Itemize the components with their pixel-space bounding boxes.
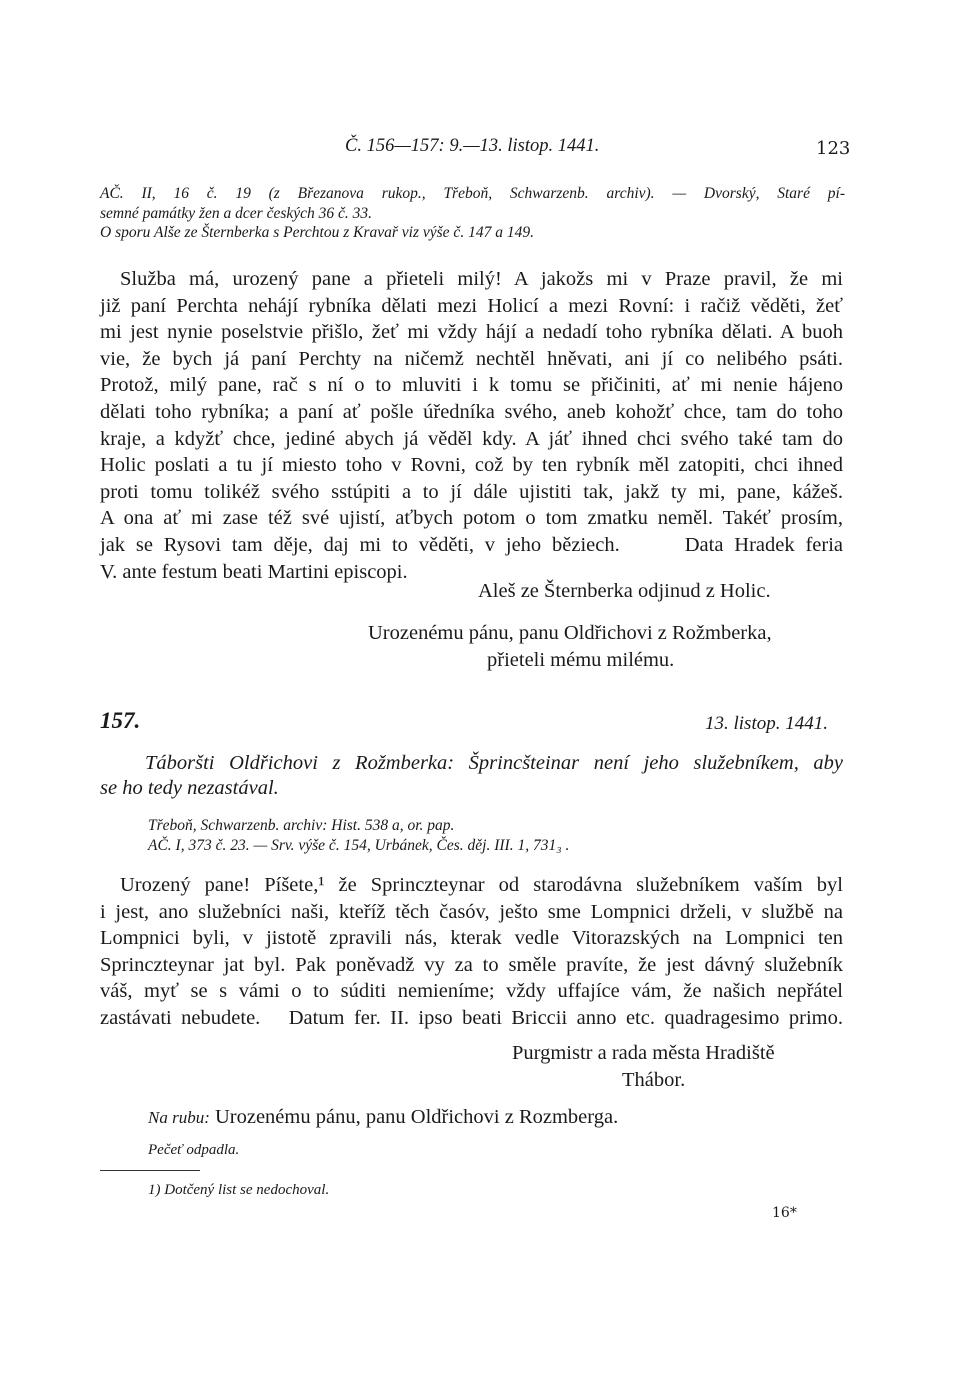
doc156-address-line: přieteli mému milému. xyxy=(487,649,675,671)
doc157-summary xyxy=(145,750,843,777)
body-line: vie, že bych já paní Perchty na ničemž nechtěl hněvati, ani jí co nelibého psáti. xyxy=(100,347,843,370)
body-line: A ona ať mi zase též své ujistí, aťbych potom o tom zmatku neměl. Takéť prosím, xyxy=(100,507,843,530)
doc157-body xyxy=(100,872,843,1032)
summary-line: Táboršti Oldřichovi z Rožmberka: Šprincšteinar není jeho služebníkem, aby xyxy=(145,752,843,774)
body-line: proti tomu tolikéž svého sstúpiti a to jí dále ujistiti tak, jakž ty mi, pane, kážeš. xyxy=(100,480,843,503)
summary-line: se ho tedy nezastával. xyxy=(100,777,279,799)
body-line: V. ante festum beati Martini episcopi. xyxy=(100,560,408,583)
doc157-date: 13. listop. 1441. xyxy=(705,713,828,734)
doc156-body xyxy=(100,266,843,585)
body-line: Urozený pane! Píšete,¹ že Sprinczteynar od starodávna služebníkem vaším byl xyxy=(120,874,843,896)
seal-note: Pečeť odpadla. xyxy=(148,1142,240,1158)
doc156-address-line: Urozenému pánu, panu Oldřichovi z Rožmberka, xyxy=(368,622,772,644)
dorse-text: Urozenému pánu, panu Oldřichovi z Rozmberga. xyxy=(214,1106,619,1128)
doc157-source-notes xyxy=(148,816,893,855)
body-line: kraje, a kdyžť chce, jediné abych já věděl kdy. A jáť ihned chci svého také tam do xyxy=(100,427,843,450)
doc156-source-notes xyxy=(100,184,845,243)
doc157-dorse xyxy=(148,1106,618,1129)
body-line: Holic poslati a tu jí miesto toho v Rovni, což by ten rybník měl zatopiti, chci ihned xyxy=(100,454,843,477)
doc156-signature: Aleš ze Šternberka odjinud z Holic. xyxy=(478,580,771,602)
source-line: O sporu Alše ze Šternberka s Perchtou z Kravař viz výše č. 147 a 149. xyxy=(100,224,534,241)
footnote: 1) Dotčený list se nedochoval. xyxy=(148,1182,330,1198)
page-number: 123 xyxy=(816,138,851,159)
body-line: váš, myť se s vámi o to súditi nemieníme; vždy uffajíce vám, že našich nepřátel xyxy=(100,980,843,1003)
body-line: Služba má, urozený pane a přieteli milý! A jakožs mi v Praze pravil, že mi xyxy=(120,268,843,290)
body-line: zastávati nebudete. Datum fer. II. ipso beati Briccii anno etc. quadragesimo primo. xyxy=(100,1006,843,1029)
doc157-number: 157. xyxy=(100,708,141,733)
body-line: Sprinczteynar jat byl. Pak poněvadž vy za to směle pravíte, že jest dávný služebník xyxy=(100,953,843,976)
source-line: AČ. I, 373 č. 23. — Srv. výše č. 154, Urbánek, Čes. děj. III. 1, 731₃ . xyxy=(148,836,570,854)
body-line: Lompnici byli, v jistotě zpravili nás, kterak vedle Vitorazských na Lompnici ten xyxy=(100,927,843,950)
body-line: i jest, ano služebníci naši, kteříž těch časóv, ješto sme Lompnici drželi, v službě na xyxy=(100,900,843,923)
body-line: jak se Rysovi tam děje, daj mi to věděti, v jeho běziech. Data Hradek feria xyxy=(100,533,843,556)
footnote-rule xyxy=(100,1170,200,1171)
doc157-signature-line: Thábor. xyxy=(622,1069,686,1091)
running-title: Č. 156—157: 9.—13. listop. 1441. xyxy=(345,136,600,156)
source-line: AČ. II, 16 č. 19 (z Březanova rukop., Třeboň, Schwarzenb. archiv). — Dvorský, Staré pí- xyxy=(100,185,845,202)
body-line: Protož, milý pane, rač s ní o to mluviti i k tomu se přičiniti, ať mi nenie hájeno xyxy=(100,374,843,397)
signature-mark: 16* xyxy=(772,1205,797,1221)
doc157-signature-line: Purgmistr a rada města Hradiště xyxy=(512,1042,775,1064)
body-line: mi jest nynie poselstvie přišlo, žeť mi vždy hájí a nedadí toho rybníka dělati. A buoh xyxy=(100,321,843,344)
body-line: již paní Perchta nehájí rybníka dělati mezi Holicí a mezi Rovní: i račiž věděti, žeť xyxy=(100,294,843,317)
body-line: dělati toho rybníka; a paní ať pošle úředníka svého, aneb kohožť chce, tam do toho xyxy=(100,400,843,423)
source-line: semné památky žen a dcer českých 36 č. 33. xyxy=(100,204,373,222)
source-line: Třeboň, Schwarzenb. archiv: Hist. 538 a, or. pap. xyxy=(148,817,455,834)
dorse-label: Na rubu: xyxy=(148,1108,210,1127)
